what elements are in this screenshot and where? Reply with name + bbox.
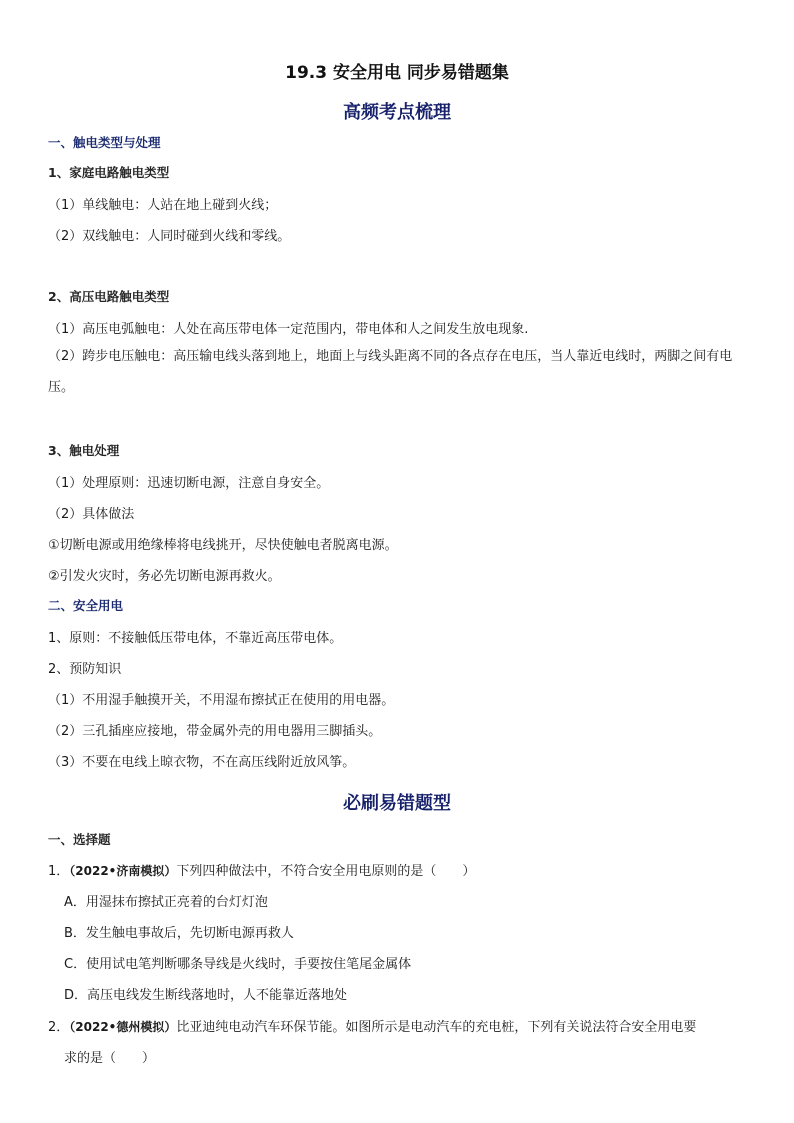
list-item: （2）具体做法: [48, 507, 135, 522]
heading-shock-types: 一、触电类型与处理: [48, 135, 161, 150]
list-item: ②引发火灾时，务必先切断电源再救火。: [48, 569, 281, 584]
question-stem: 下列四种做法中，不符合安全用电原则的是（ ）: [176, 864, 476, 879]
list-item: 1、原则：不接触低压带电体，不靠近高压带电体。: [48, 631, 343, 646]
list-item: ①切断电源或用绝缘棒将电线挑开，尽快使触电者脱离电源。: [48, 538, 398, 553]
heading-multiple-choice: 一、选择题: [48, 832, 111, 847]
heading-shock-handling: 3、触电处理: [48, 443, 120, 458]
question-source: （2022•德州模拟）: [69, 1020, 177, 1034]
heading-household-shock: 1、家庭电路触电类型: [48, 165, 170, 180]
list-item: （2）三孔插座应接地，带金属外壳的用电器用三脚插头。: [48, 724, 382, 739]
list-item: （1）不用湿手触摸开关，不用湿布擦拭正在使用的用电器。: [48, 693, 395, 708]
option-b: B．发生触电事故后，先切断电源再救人: [64, 926, 294, 941]
section-title-key-points: 高频考点梳理: [343, 102, 451, 123]
list-item: （3）不要在电线上晾衣物，不在高压线附近放风筝。: [48, 755, 356, 770]
question-1: [48, 860, 475, 879]
list-item: （1）高压电弧触电：人处在高压带电体一定范围内，带电体和人之间发生放电现象.: [48, 322, 529, 337]
list-item: （1）单线触电：人站在地上碰到火线；: [48, 198, 278, 213]
list-item: 2、预防知识: [48, 662, 122, 677]
question-number: 2．: [48, 1020, 70, 1035]
list-item: （1）处理原则：迅速切断电源，注意自身安全。: [48, 476, 330, 491]
question-source: （2022•济南模拟）: [69, 864, 177, 878]
list-item-wrapped: （2）跨步电压触电：高压输电线头落到地上，地面上与线头距离不同的各点存在电压，当人靠近电线时，两脚之间有电压。: [48, 349, 733, 395]
heading-high-voltage-shock: 2、高压电路触电类型: [48, 289, 170, 304]
option-a: A．用湿抹布擦拭正亮着的台灯灯泡: [64, 895, 268, 910]
question-number: 1．: [48, 864, 70, 879]
heading-safe-electricity: 二、安全用电: [48, 598, 124, 613]
list-item: （2）双线触电：人同时碰到火线和零线。: [48, 229, 291, 244]
question-2-stem-continued: 求的是（ ）: [64, 1051, 156, 1066]
document-title: 19.3 安全用电 同步易错题集: [285, 63, 509, 83]
option-d: D．高压电线发生断线落地时，人不能靠近落地处: [64, 988, 348, 1003]
question-2: [48, 1016, 696, 1035]
question-stem: 比亚迪纯电动汽车环保节能。如图所示是电动汽车的充电桩，下列有关说法符合安全用电要: [176, 1020, 697, 1035]
section-title-error-prone: 必刷易错题型: [343, 793, 451, 814]
option-c: C．使用试电笔判断哪条导线是火线时，手要按住笔尾金属体: [64, 957, 412, 972]
